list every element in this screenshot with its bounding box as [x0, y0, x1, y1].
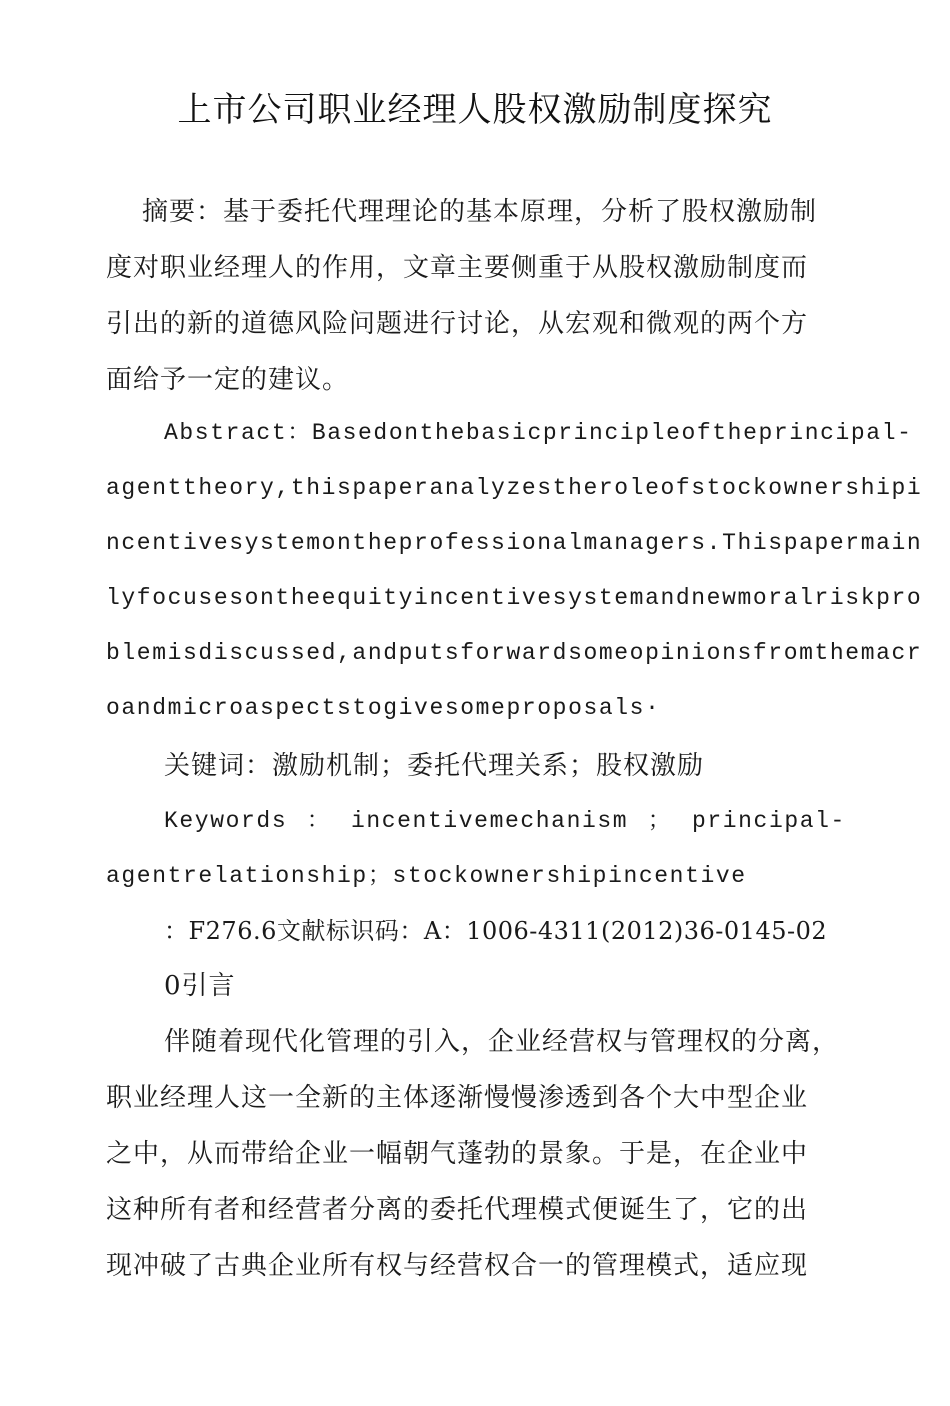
keywords-en-line: agentrelationship；stockownershipincentive	[106, 863, 747, 889]
keywords-en-term: incentivemechanism	[350, 808, 629, 834]
abstract-en-line: Abstract：Basedonthebasicprincipleoftheprincipal-	[164, 420, 913, 446]
abstract-zh	[106, 184, 866, 408]
classification-text: ：F276.6文献标识码：A：1006-4311(2012)36-0145-02	[164, 917, 828, 945]
keywords-en-semicolon: ；	[647, 808, 673, 834]
abstract-en-line: blemisdiscussed,andputsforwardsomeopinionsfromthemacr	[106, 640, 923, 666]
section-heading-text: 0引言	[164, 971, 236, 1001]
abstract-en-line: ncentivesystemontheprofessionalmanagers.Thispapermain	[106, 530, 923, 556]
abstract-zh-line: 引出的新的道德风险问题进行讨论，从宏观和微观的两个方	[106, 309, 809, 339]
intro-line: 现冲破了古典企业所有权与经营权合一的管理模式，适应现	[106, 1251, 809, 1281]
abstract-en-line: agenttheory,thispaperanalyzestheroleofstockownershipi	[106, 475, 923, 501]
intro-line: 之中，从而带给企业一幅朝气蓬勃的景象。于是，在企业中	[106, 1139, 809, 1169]
abstract-en	[106, 406, 923, 736]
intro-line: 职业经理人这一全新的主体逐渐慢慢渗透到各个大中型企业	[106, 1083, 809, 1113]
intro-paragraph	[106, 1014, 866, 1294]
intro-line: 这种所有者和经营者分离的委托代理模式便诞生了，它的出	[106, 1195, 809, 1225]
keywords-en-colon: ：	[306, 808, 332, 834]
keywords-zh	[106, 738, 866, 794]
section-heading	[106, 958, 866, 1014]
intro-line: 伴随着现代化管理的引入，企业经营权与管理权的分离，	[164, 1027, 840, 1057]
abstract-zh-line: 摘要：基于委托代理理论的基本原理，分析了股权激励制	[142, 197, 818, 227]
keywords-en	[106, 794, 866, 904]
keywords-zh-line: 关键词：激励机制；委托代理关系；股权激励	[164, 751, 705, 781]
abstract-en-line: lyfocusesontheequityincentivesystemandnewmoralriskpro	[106, 585, 923, 611]
abstract-en-line: oandmicroaspectstogivesomeproposals·	[106, 695, 661, 721]
abstract-zh-line: 度对职业经理人的作用，文章主要侧重于从股权激励制度而	[106, 253, 809, 283]
classification-line	[106, 904, 866, 959]
abstract-zh-line: 面给予一定的建议。	[106, 365, 350, 395]
document-title: 上市公司职业经理人股权激励制度探究	[177, 90, 773, 130]
keywords-en-line	[106, 794, 866, 849]
keywords-en-row	[164, 794, 846, 849]
keywords-en-label: Keywords	[164, 808, 288, 834]
keywords-en-term: principal-	[691, 808, 846, 834]
